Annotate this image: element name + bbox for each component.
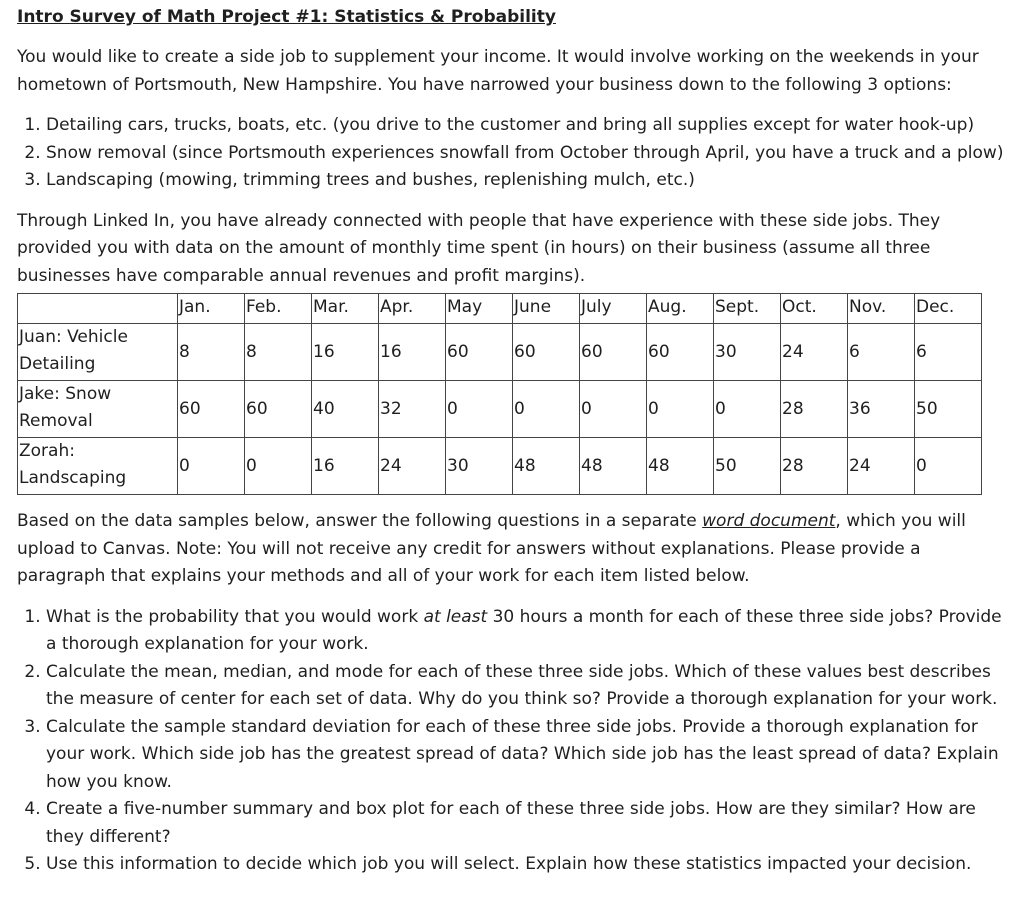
hours-cell: 0	[647, 381, 714, 438]
hours-cell: 0	[513, 381, 580, 438]
word-document-link[interactable]: word document	[702, 511, 836, 531]
question-3: 3. Calculate the sample standard deviation for each of these three side jobs. Provide a thorough explanation for your work. Which side job has the greatest spread of data? Which side job has the least spread of data? Explain how you know.	[46, 714, 1007, 797]
hours-cell: 30	[714, 324, 781, 381]
question-1-emphasis: at least	[423, 606, 488, 627]
hours-cell: 60	[580, 324, 647, 381]
question-1-start: What is the probability that you would work	[46, 606, 424, 627]
month-header: Jan.	[178, 294, 245, 324]
month-header: May	[446, 294, 513, 324]
hours-cell: 16	[312, 438, 379, 495]
month-header: Nov.	[848, 294, 915, 324]
intro-paragraph: You would like to create a side job to supplement your income. It would involve working on the weekends in your hometown of Portsmouth, New Hampshire. You have narrowed your business down to the following 3 options:	[17, 47, 979, 95]
instructions-paragraph	[17, 508, 1007, 591]
hours-cell: 48	[647, 438, 714, 495]
instructions-text-start: Based on the data samples below, answer the following questions in a separate	[17, 511, 703, 531]
corner-cell	[18, 294, 178, 324]
month-header: Aug.	[647, 294, 714, 324]
question-4: 4. Create a five-number summary and box plot for each of these three side jobs. How are they similar? How are they different?	[46, 796, 1007, 851]
table-row	[18, 324, 982, 381]
business-options-list	[17, 112, 1007, 195]
question-2: 2. Calculate the mean, median, and mode for each of these three side jobs. Which of these values best describes the measure of center for each set of data. Why do you think so? Provide a thorough explanation for your work.	[46, 659, 1007, 714]
hours-cell: 60	[513, 324, 580, 381]
questions-list	[17, 604, 1007, 879]
hours-cell: 8	[178, 324, 245, 381]
hours-cell: 40	[312, 381, 379, 438]
option-snow-removal: 2. Snow removal (since Portsmouth experiences snowfall from October through April, you have a truck and a plow)	[46, 140, 1007, 168]
hours-cell: 0	[446, 381, 513, 438]
hours-cell: 8	[245, 324, 312, 381]
hours-cell: 48	[580, 438, 647, 495]
month-header: Feb.	[245, 294, 312, 324]
hours-cell: 28	[781, 438, 848, 495]
row-label: Zorah: Landscaping	[18, 438, 178, 495]
question-5: 5. Use this information to decide which job you will select. Explain how these statistics impacted your decision.	[46, 851, 1007, 879]
hours-table	[17, 293, 982, 495]
hours-cell: 0	[915, 438, 982, 495]
hours-cell: 0	[714, 381, 781, 438]
month-header: Apr.	[379, 294, 446, 324]
row-label: Juan: Vehicle Detailing	[18, 324, 178, 381]
hours-cell: 60	[245, 381, 312, 438]
hours-cell: 0	[245, 438, 312, 495]
context-paragraph: Through Linked In, you have already connected with people that have experience with these side jobs. They provided you with data on the amount of monthly time spent (in hours) on their business (assume all three businesses have comparable annual revenues and profit margins).	[17, 210, 941, 286]
option-landscaping: 3. Landscaping (mowing, trimming trees and bushes, replenishing mulch, etc.)	[46, 167, 1007, 195]
hours-cell: 16	[379, 324, 446, 381]
hours-cell: 0	[178, 438, 245, 495]
hours-cell: 24	[848, 438, 915, 495]
table-row	[18, 381, 982, 438]
document-page	[17, 4, 1007, 879]
table-header-row	[18, 294, 982, 324]
hours-cell: 16	[312, 324, 379, 381]
question-1	[46, 604, 1007, 659]
hours-cell: 50	[915, 381, 982, 438]
hours-cell: 36	[848, 381, 915, 438]
hours-cell: 48	[513, 438, 580, 495]
instructions-text-end: , which you will upload to Canvas. Note: You will not receive any credit for answers without explanations. Please provide a paragraph that explains your methods and all of your work for each item listed below.	[17, 511, 966, 586]
hours-cell: 32	[379, 381, 446, 438]
hours-cell: 60	[446, 324, 513, 381]
month-header: Dec.	[915, 294, 982, 324]
hours-cell: 24	[379, 438, 446, 495]
hours-cell: 28	[781, 381, 848, 438]
month-header: Oct.	[781, 294, 848, 324]
hours-cell: 6	[848, 324, 915, 381]
hours-cell: 30	[446, 438, 513, 495]
hours-cell: 24	[781, 324, 848, 381]
month-header: July	[580, 294, 647, 324]
month-header: June	[513, 294, 580, 324]
question-1-end: 30 hours a month for each of these three side jobs? Provide a thorough explanation for your work.	[46, 606, 1002, 654]
page-title: Intro Survey of Math Project #1: Statistics & Probability	[17, 7, 556, 27]
hours-cell: 6	[915, 324, 982, 381]
hours-cell: 60	[178, 381, 245, 438]
option-detailing: 1. Detailing cars, trucks, boats, etc. (you drive to the customer and bring all supplies except for water hook-up)	[46, 112, 1007, 140]
month-header: Mar.	[312, 294, 379, 324]
hours-cell: 60	[647, 324, 714, 381]
month-header: Sept.	[714, 294, 781, 324]
row-label: Jake: Snow Removal	[18, 381, 178, 438]
table-row	[18, 438, 982, 495]
hours-cell: 50	[714, 438, 781, 495]
hours-cell: 0	[580, 381, 647, 438]
